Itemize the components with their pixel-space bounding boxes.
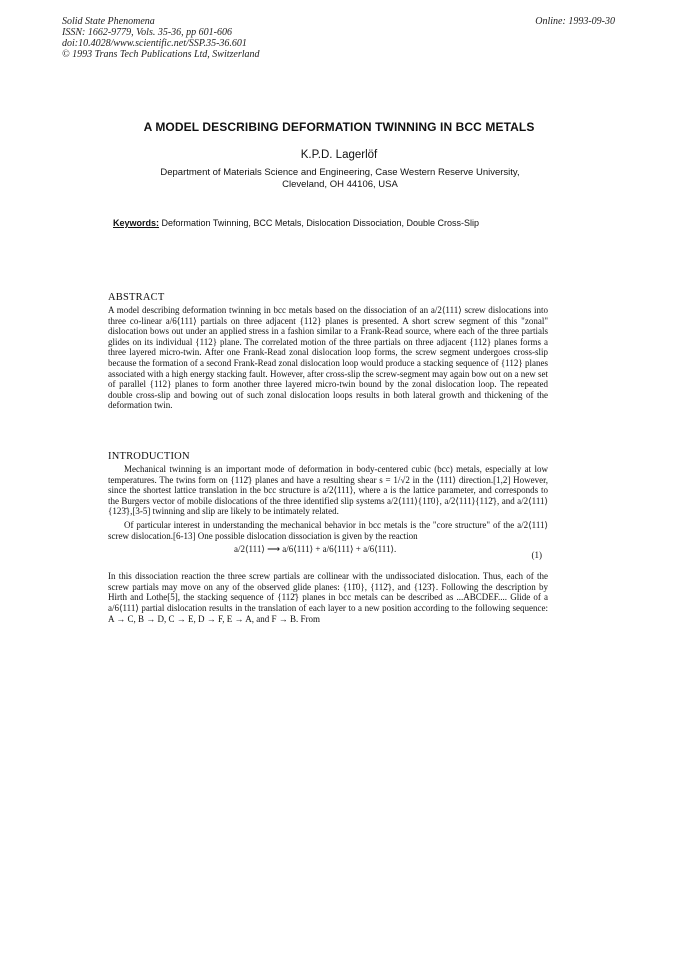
affiliation (120, 167, 560, 191)
equation-1 (108, 542, 548, 568)
publication-metadata (62, 16, 260, 60)
introduction-heading: INTRODUCTION (108, 451, 190, 462)
keywords-label: Keywords: (113, 218, 160, 228)
paper-title: A MODEL DESCRIBING DEFORMATION TWINNING IN BCC METALS (143, 120, 535, 134)
copyright-line: © 1993 Trans Tech Publications Ltd, Switzerland (62, 49, 260, 60)
author-name: K.P.D. Lagerlöf (300, 149, 378, 161)
keywords (113, 218, 553, 228)
keywords-text: Deformation Twinning, BCC Metals, Dislocation Dissociation, Double Cross-Slip (159, 218, 479, 228)
intro-paragraph-3: In this dissociation reaction the three screw partials are collinear with the undissociated dislocation. Thus, each of the screw partials may move on any of the observed glide planes: {11̄0}, {112̄}, and {123̄}. Following the description by Hirth and Lothe[5], the stacking sequence of {112̄} planes in bcc metals can be described as ...ABCDEF.... Glide of a a/6⟨111⟩ partial dislocation results in the translation of each layer to a new position according to the following sequence: A → C, B → D, C → E, D → F, E → A, and F → B. From (108, 571, 548, 624)
issn-line: ISSN: 1662-9779, Vols. 35-36, pp 601-606 (62, 27, 232, 38)
affiliation-line-1: Department of Materials Science and Engineering, Case Western Reserve University, (160, 167, 520, 178)
journal-name: Solid State Phenomena (62, 16, 155, 27)
doi-line: doi:10.4028/www.scientific.net/SSP.35-36.601 (62, 38, 247, 49)
equation-number: (1) (531, 550, 542, 561)
equation-expression: a/2⟨111⟩ ⟶ a/6⟨111⟩ + a/6⟨111⟩ + a/6⟨111⟩. (234, 544, 397, 555)
intro-paragraph-1: Mechanical twinning is an important mode of deformation in body-centered cubic (bcc) metals, especially at low temperatures. The twins form on {112̄} planes and have a resulting shear s = 1/√2 in the ⟨111⟩ direction.[1,2] However, since the shortest lattice translation in the bcc structure is a/2⟨111⟩, where a is the lattice parameter, and corresponds to the Burgers vector of mobile dislocations of the three identified slip systems a/2⟨111⟩{11̄0}, a/2⟨111⟩{112̄}, and a/2⟨111⟩{123̄},[3-5] twinning and slip are likely to be intimately related. (108, 464, 548, 517)
abstract-text: A model describing deformation twinning in bcc metals based on the dissociation of an a/2⟨111⟩ screw dislocations into three co-linear a/6⟨111⟩ partials on three adjacent {112} planes is presented. A short screw segment of this "zonal" dislocation bows out under an applied stress in a fashion similar to a Frank-Read source, where each of the three partials glides on its individual {112} plane. The correlated motion of the three partials on three adjacent {112} planes forms a three layered micro-twin. After one Frank-Read zonal dislocation loop forms, the screw segment undergoes cross-slip because the formation of a second Frank-Read zonal dislocation loop would produce a stacking sequence of {112} planes associated with a high energy stacking fault. However, after cross-slip the screw-segment may again bow out on a new set of parallel {112} planes to form another three layered micro-twin bound by the zonal dislocation loop. The repeated double cross-slip and bowing out of such zonal dislocation loops results in both lateral growth and thickening of the deformation twin. (108, 305, 548, 411)
introduction-section (108, 451, 548, 624)
intro-paragraph-2: Of particular interest in understanding the mechanical behavior in bcc metals is the "core structure" of the a/2⟨111⟩ screw dislocation.[6-13] One possible dislocation dissociation is given by the reaction (108, 519, 548, 541)
online-date: Online: 1993-09-30 (535, 16, 615, 27)
abstract-section (108, 292, 548, 411)
affiliation-line-2: Cleveland, OH 44106, USA (282, 179, 398, 190)
abstract-heading: ABSTRACT (108, 292, 165, 303)
